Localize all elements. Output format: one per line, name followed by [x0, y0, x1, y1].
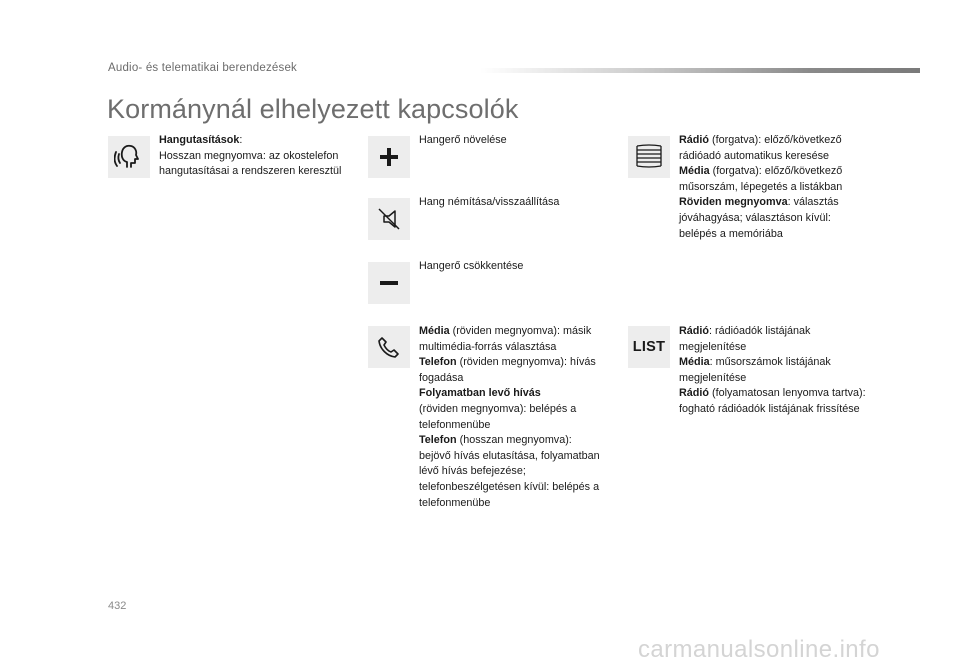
- list-description: Rádió: rádióadók listájának megjelenítése Média: műsorszámok listájának megjelenítése Rádió (folyamatosan lenyomva tartva): fogható rádióadók listájának frissítése: [679, 325, 866, 415]
- voice-command-icon: [108, 136, 150, 178]
- phone-icon: [368, 326, 410, 368]
- mute-description: Hang némítása/visszaállítása: [419, 196, 560, 208]
- page-title: Kormánynál elhelyezett kapcsolók: [107, 94, 519, 124]
- watermark: carmanualsonline.info: [638, 636, 880, 663]
- voice-command-description: Hangutasítások: Hosszan megnyomva: az okostelefon hangutasításai a rendszeren keresztül: [159, 134, 342, 178]
- voice-command-text: Hosszan megnyomva: az okostelefon hangutasításai a rendszeren keresztül: [159, 149, 342, 178]
- thumbwheel-icon: [628, 136, 670, 178]
- phone-description: Média (röviden megnyomva): másik multimédia-forrás választása Telefon (röviden megnyomva): hívás fogadása Folyamatban levő hívás (röviden megnyomva): belépés a telefonmenübe Telefon (hosszan megnyomva): bejövő hívás elutasítása, folyamatban lévő hívás befejezése; telefonbeszélgetésen kívül: belépés a telefonmenübe: [419, 325, 600, 509]
- thumbwheel-description: Rádió (forgatva): előző/következő rádióadó automatikus keresése Média (forgatva): előző/következő műsorszám, lépegetés a listákban Röviden megnyomva: választás jóváhagyása; választáson kívül: belépés a memóriába: [679, 134, 843, 240]
- mute-icon: [368, 198, 410, 240]
- volume-up-description: Hangerő növelése: [419, 134, 507, 146]
- voice-command-label: Hangutasítások: [159, 134, 240, 146]
- plus-icon: [368, 136, 410, 178]
- minus-icon: [368, 262, 410, 304]
- list-icon-label: LIST: [632, 339, 666, 355]
- list-button-icon: [628, 326, 670, 368]
- header-divider: [480, 68, 920, 73]
- volume-down-description: Hangerő csökkentése: [419, 260, 524, 272]
- section-header: Audio- és telematikai berendezések: [108, 62, 297, 74]
- page-number: 432: [108, 600, 127, 612]
